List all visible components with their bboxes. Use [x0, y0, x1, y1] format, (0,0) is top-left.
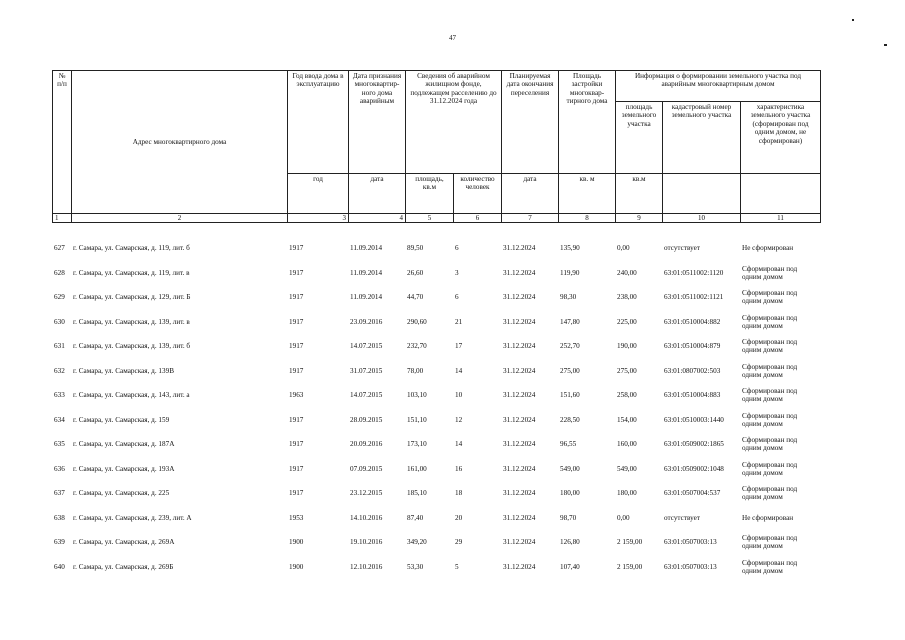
table-row [52, 261, 820, 286]
row-address: г. Самара, ул. Самарская, д. 139, лит. б [73, 342, 191, 351]
row-planned-date: 31.12.2024 [503, 538, 536, 547]
row-year: 1917 [289, 268, 304, 277]
row-building-area: 96,55 [560, 440, 577, 449]
row-cadastral: 63:01:0509002:1865 [664, 440, 724, 449]
row-planned-date: 31.12.2024 [503, 440, 536, 449]
row-people: 17 [455, 342, 463, 351]
row-people: 14 [455, 366, 463, 375]
row-year: 1917 [289, 342, 304, 351]
unit-empty [741, 174, 821, 214]
row-year: 1917 [289, 489, 304, 498]
unit-area: площадь, кв.м [406, 174, 454, 214]
row-cadastral: 63:01:0511002:1120 [664, 268, 724, 277]
unit-empty [663, 174, 741, 214]
row-building-area: 98,70 [560, 513, 577, 522]
column-number: 8 [559, 214, 616, 223]
data-table [52, 236, 820, 579]
row-planned-date: 31.12.2024 [503, 342, 536, 351]
row-land-area: 190,00 [617, 342, 637, 351]
row-address: г. Самара, ул. Самарская, д. 119, лит. б [73, 244, 190, 253]
row-recognition-date: 14.07.2015 [350, 391, 383, 400]
row-building-area: 126,80 [560, 538, 580, 547]
row-cadastral: 63:01:0507003:13 [664, 538, 717, 547]
row-year: 1917 [289, 464, 304, 473]
header-recognition-date: Дата признания многоквартир-ного дома аварийным [349, 71, 406, 174]
row-recognition-date: 12.10.2016 [350, 562, 383, 571]
row-building-area: 228,50 [560, 415, 580, 424]
row-year: 1953 [289, 513, 304, 522]
row-people: 29 [455, 538, 463, 547]
row-building-area: 275,00 [560, 366, 580, 375]
header-cadastral: кадастровый номер земельного участка [663, 102, 741, 174]
row-land-status: Сформирован под одним домом [742, 460, 798, 477]
row-recognition-date: 28.09.2015 [350, 415, 383, 424]
row-recognition-date: 11.09.2014 [350, 268, 383, 277]
row-people: 3 [455, 268, 459, 277]
row-number: 630 [54, 317, 65, 326]
row-building-area: 135,90 [560, 244, 580, 253]
row-people: 5 [455, 562, 459, 571]
row-area: 53,30 [407, 562, 424, 571]
table-row [52, 383, 820, 408]
row-land-area: 240,00 [617, 268, 637, 277]
header-land-info: Информация о формировании земельного участка под аварийным многоквартирным домом [616, 71, 821, 102]
row-cadastral: 63:01:0510003:1440 [664, 415, 724, 424]
row-number: 632 [54, 366, 65, 375]
row-planned-date: 31.12.2024 [503, 464, 536, 473]
scan-speck [852, 19, 854, 21]
page-number: 47 [449, 34, 456, 42]
header-land-area: площадь земельного участка [616, 102, 663, 174]
row-cadastral: 63:01:0510004:882 [664, 317, 721, 326]
column-number: 3 [288, 214, 349, 223]
row-recognition-date: 23.12.2015 [350, 489, 383, 498]
row-area: 185,10 [407, 489, 427, 498]
row-land-status: Сформирован под одним домом [742, 362, 798, 379]
row-number: 633 [54, 391, 65, 400]
row-cadastral: 63:01:0511002:1121 [664, 293, 724, 302]
unit-date: дата [502, 174, 559, 214]
row-year: 1917 [289, 244, 304, 253]
table-row [52, 236, 820, 261]
row-recognition-date: 20.09.2016 [350, 440, 383, 449]
row-cadastral: 63:01:0510004:879 [664, 342, 721, 351]
row-recognition-date: 11.09.2014 [350, 244, 383, 253]
row-recognition-date: 23.09.2016 [350, 317, 383, 326]
row-land-status: Не сформирован [742, 244, 794, 253]
table-header [52, 70, 821, 223]
row-area: 89,50 [407, 244, 424, 253]
row-land-status: Сформирован под одним домом [742, 485, 798, 502]
row-planned-date: 31.12.2024 [503, 366, 536, 375]
row-building-area: 98,30 [560, 293, 577, 302]
row-land-area: 258,00 [617, 391, 637, 400]
row-building-area: 147,80 [560, 317, 580, 326]
row-land-status: Не сформирован [742, 513, 794, 522]
row-area: 173,10 [407, 440, 427, 449]
row-number: 627 [54, 244, 65, 253]
column-number: 5 [406, 214, 454, 223]
row-people: 6 [455, 244, 459, 253]
row-land-area: 160,00 [617, 440, 637, 449]
unit-year: год [288, 174, 349, 214]
table-row [52, 530, 820, 555]
row-people: 21 [455, 317, 463, 326]
row-area: 290,60 [407, 317, 427, 326]
row-address: г. Самара, ул. Самарская, д. 143, лит. а [73, 391, 190, 400]
row-number: 638 [54, 513, 65, 522]
row-year: 1963 [289, 391, 304, 400]
row-building-area: 252,70 [560, 342, 580, 351]
row-cadastral: 63:01:0509002:1048 [664, 464, 724, 473]
row-address: г. Самара, ул. Самарская, д. 269А [73, 538, 175, 547]
row-address: г. Самара, ул. Самарская, д. 129, лит. Б [73, 293, 191, 302]
table-row [52, 334, 820, 359]
row-planned-date: 31.12.2024 [503, 415, 536, 424]
row-building-area: 119,90 [560, 268, 580, 277]
row-cadastral: 63:01:0507003:13 [664, 562, 717, 571]
row-cadastral: 63:01:0510004:883 [664, 391, 721, 400]
row-land-area: 549,00 [617, 464, 637, 473]
unit-people: количество человек [454, 174, 502, 214]
column-number: 9 [616, 214, 663, 223]
row-land-status: Сформирован под одним домом [742, 558, 798, 575]
row-year: 1917 [289, 366, 304, 375]
row-year: 1917 [289, 415, 304, 424]
row-land-status: Сформирован под одним домом [742, 289, 798, 306]
row-address: г. Самара, ул. Самарская, д. 187А [73, 440, 175, 449]
row-recognition-date: 31.07.2015 [350, 366, 383, 375]
row-planned-date: 31.12.2024 [503, 293, 536, 302]
row-land-area: 154,00 [617, 415, 637, 424]
row-year: 1917 [289, 293, 304, 302]
row-address: г. Самара, ул. Самарская, д. 159 [73, 415, 170, 424]
header-emergency-fund: Сведения об аварийном жилищном фонде, подлежащем расселению до 31.12.2024 года [406, 71, 502, 174]
table-row [52, 506, 820, 531]
row-land-status: Сформирован под одним домом [742, 534, 798, 551]
row-cadastral: 63:01:0807002:503 [664, 366, 721, 375]
row-building-area: 180,00 [560, 489, 580, 498]
row-recognition-date: 19.10.2016 [350, 538, 383, 547]
table-row [52, 481, 820, 506]
unit-sqm: кв.м [616, 174, 663, 214]
column-number: 2 [72, 214, 288, 223]
row-area: 103,10 [407, 391, 427, 400]
header-address: Адрес многоквартирного дома [72, 71, 288, 214]
row-land-status: Сформирован под одним домом [742, 264, 798, 281]
row-building-area: 107,40 [560, 562, 580, 571]
row-land-area: 180,00 [617, 489, 637, 498]
row-people: 10 [455, 391, 463, 400]
row-land-area: 225,00 [617, 317, 637, 326]
row-people: 6 [455, 293, 459, 302]
unit-sqm: кв. м [559, 174, 616, 214]
row-area: 349,20 [407, 538, 427, 547]
header-land-status: характеристика земельного участка (сформирован под одним домом, не сформирован) [741, 102, 821, 174]
row-area: 78,00 [407, 366, 424, 375]
row-number: 636 [54, 464, 65, 473]
row-land-status: Сформирован под одним домом [742, 313, 798, 330]
row-land-status: Сформирован под одним домом [742, 411, 798, 428]
row-year: 1917 [289, 440, 304, 449]
row-people: 20 [455, 513, 463, 522]
row-cadastral: 63:01:0507004:537 [664, 489, 721, 498]
scan-speck [884, 44, 887, 46]
row-area: 151,10 [407, 415, 427, 424]
row-year: 1900 [289, 538, 304, 547]
row-area: 44,70 [407, 293, 424, 302]
row-area: 87,40 [407, 513, 424, 522]
row-recognition-date: 14.07.2015 [350, 342, 383, 351]
row-land-area: 0,00 [617, 244, 630, 253]
row-address: г. Самара, ул. Самарская, д. 193А [73, 464, 175, 473]
row-cadastral: отсутствует [664, 513, 700, 522]
row-address: г. Самара, ул. Самарская, д. 119, лит. в [73, 268, 190, 277]
row-planned-date: 31.12.2024 [503, 391, 536, 400]
row-recognition-date: 07.09.2015 [350, 464, 383, 473]
row-year: 1917 [289, 317, 304, 326]
table-row [52, 408, 820, 433]
row-people: 16 [455, 464, 463, 473]
header-year: Год ввода дома в эксплуатацию [288, 71, 349, 174]
row-land-status: Сформирован под одним домом [742, 338, 798, 355]
row-people: 18 [455, 489, 463, 498]
unit-date: дата [349, 174, 406, 214]
row-planned-date: 31.12.2024 [503, 244, 536, 253]
table-row [52, 310, 820, 335]
row-land-area: 0,00 [617, 513, 630, 522]
row-address: г. Самара, ул. Самарская, д. 225 [73, 489, 170, 498]
row-recognition-date: 14.10.2016 [350, 513, 383, 522]
row-number: 637 [54, 489, 65, 498]
row-cadastral: отсутствует [664, 244, 700, 253]
row-recognition-date: 11.09.2014 [350, 293, 383, 302]
row-address: г. Самара, ул. Самарская, д. 269Б [73, 562, 174, 571]
table-row [52, 432, 820, 457]
row-area: 161,00 [407, 464, 427, 473]
table-row [52, 457, 820, 482]
row-number: 635 [54, 440, 65, 449]
row-number: 634 [54, 415, 65, 424]
row-planned-date: 31.12.2024 [503, 268, 536, 277]
row-people: 12 [455, 415, 463, 424]
header-col-num: № п/п [53, 71, 72, 214]
row-number: 631 [54, 342, 65, 351]
row-number: 640 [54, 562, 65, 571]
row-area: 232,70 [407, 342, 427, 351]
column-number: 1 [53, 214, 72, 223]
header-building-area: Площадь застройки многоквар-тирного дома [559, 71, 616, 174]
row-land-area: 275,00 [617, 366, 637, 375]
column-number: 11 [741, 214, 821, 223]
row-planned-date: 31.12.2024 [503, 513, 536, 522]
row-land-area: 238,00 [617, 293, 637, 302]
row-number: 639 [54, 538, 65, 547]
row-building-area: 151,60 [560, 391, 580, 400]
header-planned-date: Планируемая дата окончания переселения [502, 71, 559, 174]
table-row [52, 555, 820, 580]
row-land-status: Сформирован под одним домом [742, 387, 798, 404]
table-row [52, 285, 820, 310]
row-address: г. Самара, ул. Самарская, д. 239, лит. А [73, 513, 192, 522]
row-address: г. Самара, ул. Самарская, д. 139В [73, 366, 174, 375]
column-number: 6 [454, 214, 502, 223]
row-planned-date: 31.12.2024 [503, 562, 536, 571]
row-people: 14 [455, 440, 463, 449]
row-land-area: 2 159,00 [617, 538, 643, 547]
column-number: 4 [349, 214, 406, 223]
row-year: 1900 [289, 562, 304, 571]
column-number: 7 [502, 214, 559, 223]
row-planned-date: 31.12.2024 [503, 317, 536, 326]
row-planned-date: 31.12.2024 [503, 489, 536, 498]
row-land-status: Сформирован под одним домом [742, 436, 798, 453]
row-number: 629 [54, 293, 65, 302]
row-address: г. Самара, ул. Самарская, д. 139, лит. в [73, 317, 190, 326]
row-building-area: 549,00 [560, 464, 580, 473]
row-number: 628 [54, 268, 65, 277]
table-row [52, 359, 820, 384]
column-number: 10 [663, 214, 741, 223]
row-land-area: 2 159,00 [617, 562, 643, 571]
row-area: 26,60 [407, 268, 424, 277]
